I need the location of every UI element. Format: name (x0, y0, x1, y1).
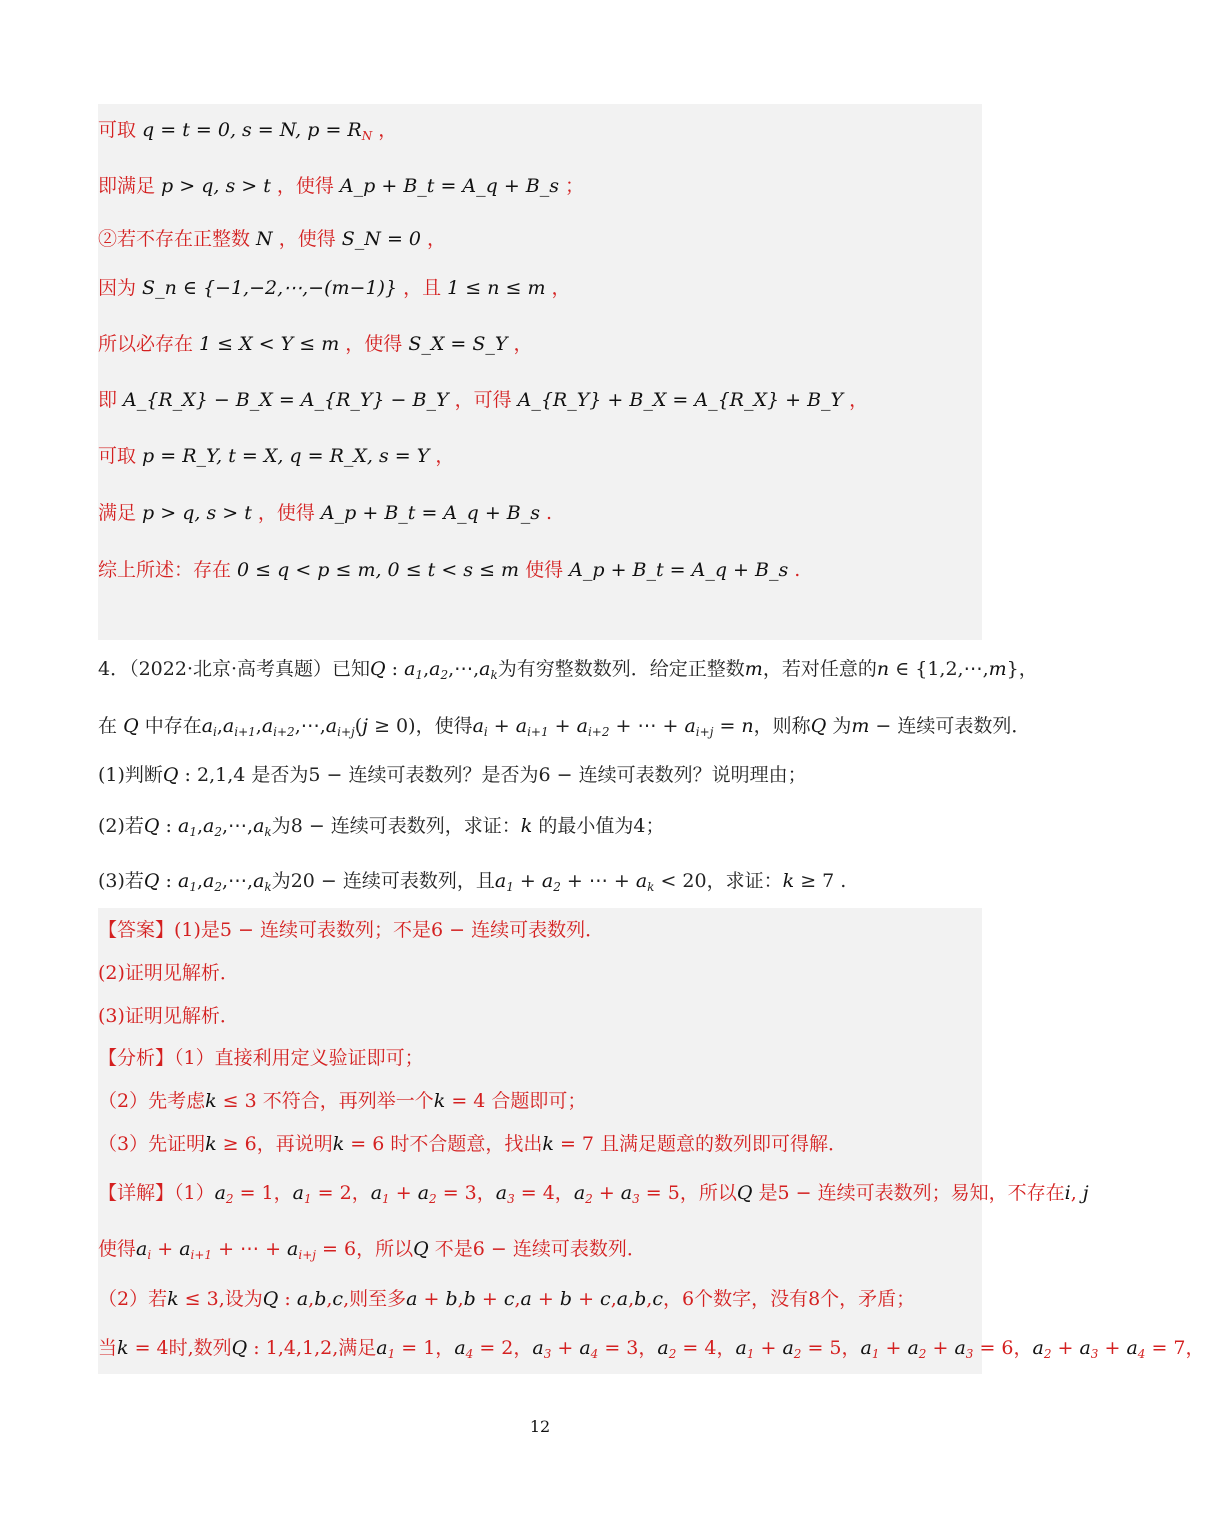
detail-line-2: 使得$a_i + a_{i+1}$ + ⋯ + $a_{i+j} = 6$，所以Q 不是6 − 连续可表数列． (98, 1238, 646, 1262)
solution-line (98, 174, 982, 198)
math-expression: p > q, s > t (155, 175, 271, 197)
solution-text: 可取 (98, 445, 137, 467)
solution-text: ； (559, 175, 585, 197)
solution-text: 可取 (98, 119, 137, 141)
solution-line (98, 388, 982, 412)
solution-line (98, 276, 982, 300)
solution-text: ，使得 (251, 502, 315, 524)
question-line-2: 在 Q 中存在$a_i,a_{i+1},a_{i+2},\cdots,a_{i+j}(j \ge 0)$，使得$a_i + a_{i+1} + a_{i+2}$ + ⋯ + $a_{i+j} = n$，则称Q 为m − 连续可表数列． (98, 715, 1031, 739)
solution-text: 即 (98, 389, 118, 411)
math-expression: A_{R_Y} + B_X = A_{R_X} + B_Y (511, 389, 844, 411)
answer-line-1: 【答案】(1)是5 − 连续可表数列；不是6 − 连续可表数列． (98, 919, 605, 941)
solution-text: . (540, 502, 553, 524)
solution-text: ②若不存在正整数 (98, 228, 251, 250)
solution-line (98, 227, 982, 251)
solution-text: ，使得 (339, 333, 403, 355)
solution-text: 因为 (98, 277, 137, 299)
math-expression: p = R_Y, t = X, q = R_X, s = Y (136, 445, 430, 467)
solution-text: ， (507, 333, 533, 355)
math-expression: S_n ∈ {−1,−2,⋯,−(m−1)} (136, 277, 398, 299)
solution-text: . (788, 559, 801, 581)
solution-text: 所以必存在 (98, 333, 194, 355)
math-expression: S_X = S_Y (402, 333, 508, 355)
answer-line-3: (3)证明见解析． (98, 1005, 239, 1027)
answer-line-2: (2)证明见解析． (98, 962, 239, 984)
solution-text: 满足 (98, 502, 137, 524)
solution-text: ，可得 (448, 389, 512, 411)
analysis-line-1: 【分析】（1）直接利用定义验证即可； (98, 1047, 424, 1069)
solution-text: ，使得 (270, 175, 334, 197)
detail-line-3: （2）若k ≤ 3,设为Q : a,b,c,则至多a + b,b + c,a + b + c,a,b,c，6个数字，没有8个，矛盾； (98, 1288, 916, 1310)
detail-line-4: 当k = 4时,数列Q : 1,4,1,2,满足$a_1 = 1$，$a_4 = 2$，$a_3 + a_4 = 3$，$a_2 = 4$，$a_1 + a_2 = 5$，$a_1 + a_2 + a_3 = 6$，$a_2 + a_3 + a_4 = 7$， (98, 1337, 1205, 1361)
solution-text: ， (843, 389, 869, 411)
solution-line (98, 501, 982, 525)
math-expression: 0 ≤ q < p ≤ m, 0 ≤ t < s ≤ m (231, 559, 520, 581)
math-expression: p > q, s > t (136, 502, 252, 524)
question-part-1: (1)判断Q : 2,1,4 是否为5 − 连续可表数列？是否为6 − 连续可表数列？说明理由； (98, 764, 807, 786)
solution-text: ， (545, 277, 571, 299)
solution-text: 使得 (519, 559, 564, 581)
math-expression: 1 ≤ n ≤ m (441, 277, 546, 299)
solution-text: 综上所述：存在 (98, 559, 232, 581)
analysis-line-3: （3）先证明k ≥ 6，再说明k = 6 时不合题意，找出k = 7 且满足题意的数列即可得解． (98, 1133, 848, 1155)
solution-line (98, 558, 982, 582)
detail-line-1: 【详解】$(1)a_2 = 1$，$a_1 = 2$，$a_1 + a_2 = 3$，$a_3 = 4$，$a_2 + a_3 = 5$，所以Q 是5 − 连续可表数列；易知，不存在i, j (98, 1182, 1089, 1206)
page-number: 12 (529, 1417, 551, 1436)
solution-line (98, 332, 982, 356)
solution-text: ， (421, 228, 447, 250)
solution-text: ，且 (397, 277, 442, 299)
math-expression: A_p + B_t = A_q + B_s (314, 502, 541, 524)
solution-text: ， (429, 445, 455, 467)
solution-line (98, 118, 982, 148)
math-expression: A_p + B_t = A_q + B_s (333, 175, 560, 197)
analysis-line-2: （2）先考虑k ≤ 3 不符合，再列举一个k = 4 合题即可； (98, 1090, 587, 1112)
question-part-2: (2)若Q : $a_1,a_2,\cdots,a_k$为8 − 连续可表数列，求证：k 的最小值为4； (98, 815, 665, 839)
math-expression: 1 ≤ X < Y ≤ m (193, 333, 340, 355)
subscript: N (361, 129, 373, 143)
math-expression: A_p + B_t = A_q + B_s (563, 559, 789, 581)
math-expression: S_N = 0 (335, 228, 422, 250)
question-part-3: (3)若Q : $a_1,a_2,\cdots,a_k$为20 − 连续可表数列，且$a_1 + a_2$ + ⋯ + $a_k < 20$，求证：k ≥ 7 . (98, 870, 847, 894)
question-line-1: 4．（2022·北京·高考真题）已知Q : $a_1,a_2,\cdots,a_k$为有穷整数数列．给定正整数m，若对任意的n ∈ {1,2,⋯,m}， (98, 658, 1038, 682)
solution-text: ， (372, 119, 398, 141)
solution-text: ，使得 (272, 228, 336, 250)
math-expression: N (250, 228, 273, 250)
solution-text: 即满足 (98, 175, 156, 197)
math-expression: q = t = 0, s = N, p = R (136, 119, 362, 141)
solution-line (98, 444, 982, 468)
math-expression: A_{R_X} − B_X = A_{R_Y} − B_Y (117, 389, 449, 411)
